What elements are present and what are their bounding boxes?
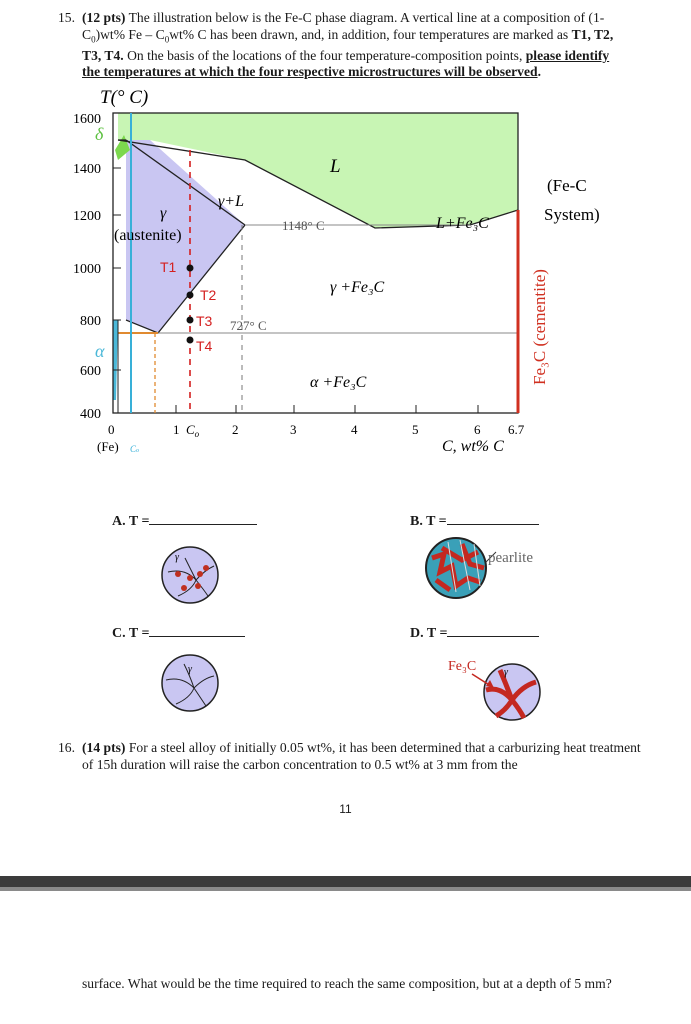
y-tick-label: 1400 (73, 162, 101, 177)
temperature-list: T1, T2, T3, T4. (82, 26, 614, 63)
austenite-label: (austenite) (114, 227, 182, 244)
page-separator-shadow (0, 887, 691, 891)
liquid-label: L (330, 156, 341, 177)
x-tick-label: 6 (474, 422, 481, 437)
t2-label: T2 (200, 287, 217, 303)
y-tick-label: 1600 (73, 112, 101, 127)
answer-d: D. T = (410, 622, 539, 642)
fe3c-label: Fe₃C (448, 659, 477, 674)
system-label: (Fe-C (547, 176, 587, 195)
question-number: 16. (58, 740, 75, 755)
y-tick-label: 1200 (73, 209, 101, 224)
question-text-2: )wt% Fe – C (95, 26, 165, 42)
x-tick-label: 4 (351, 422, 358, 437)
gamma-liquid-label: γ+L (218, 193, 244, 210)
point-t3 (187, 317, 194, 324)
gamma-cementite-label: γ +Fe₃C (330, 279, 385, 296)
question-16 (58, 740, 642, 773)
answer-a-blank[interactable] (149, 510, 257, 525)
point-t1 (187, 265, 194, 272)
t3-label: T3 (196, 313, 213, 329)
page-number: 11 (339, 802, 352, 816)
c0-small-label: Co (130, 444, 140, 454)
subscript: 0 (91, 34, 96, 45)
y-axis-title: T(° C) (100, 87, 149, 108)
fe-c-phase-diagram (0, 0, 691, 470)
gamma-label: γ (160, 205, 167, 222)
microstructure-d (472, 664, 540, 720)
microstructure-b (426, 538, 496, 598)
fe-label: (Fe) (97, 439, 119, 454)
y-tick-label: 400 (80, 407, 101, 422)
t4-label: T4 (196, 338, 213, 354)
c0-label: $C_o$ (186, 422, 200, 439)
question-instruction: please identify the temperatures at which the four respective microstructures will be observed (82, 47, 610, 80)
y-tick-label: 1000 (73, 262, 101, 277)
answer-b-blank[interactable] (447, 510, 539, 525)
alpha-region (113, 320, 118, 400)
system-label: System) (544, 205, 600, 224)
y-tick-label: 800 (80, 314, 101, 329)
question-number: 15. (58, 10, 75, 25)
question-16-continuation: surface. What would be the time required to reach the same composition, but at a depth of 5 mm? (82, 976, 612, 991)
question-text-1: The illustration below is the Fe-C phase diagram. A vertical line at a composition of (1-C (82, 10, 605, 42)
x-tick-label: 1 (173, 422, 180, 437)
alpha-cementite-label: α +Fe₃C (310, 374, 367, 391)
subscript: 0 (164, 34, 170, 45)
pearlite-label: pearlite (488, 550, 533, 566)
answer-b: B. T = (410, 510, 539, 530)
point-t4 (187, 337, 194, 344)
question-text: For a steel alloy of initially 0.05 wt%, it has been determined that a carburizing heat treatment of 15h duration will raise the carbon concentration to 0.5 wt% at 3 mm from the (82, 740, 641, 772)
liquid-cementite-label: L+Fe₃C (436, 215, 489, 232)
point-t2 (187, 292, 194, 299)
microstructure-a (162, 547, 218, 603)
svg-text:γ: γ (175, 552, 179, 563)
x-tick-label: 5 (412, 422, 419, 437)
answer-c: C. T = (112, 622, 245, 642)
y-tick-label: 600 (80, 364, 101, 379)
delta-label: δ (95, 124, 104, 144)
microstructure-illustrations (0, 530, 691, 730)
svg-text:γ: γ (188, 664, 192, 675)
question-text-4: On the basis of the locations of the four temperature-composition points, (123, 47, 526, 63)
alpha-label: α (95, 341, 105, 361)
cementite-label: Fe₃C (cementite) (530, 269, 549, 385)
x-tick-label: 3 (290, 422, 297, 437)
eutectic-temp-label: 1148° C (282, 218, 325, 233)
eutectoid-temp-label: 727° C (230, 318, 267, 333)
question-text-3: wt% C has been drawn, and, in addition, four temperatures are marked as (169, 26, 572, 42)
x-tick-label: 0 (108, 422, 115, 437)
question-points: (12 pts) (82, 10, 126, 25)
question-15: 15. (12 pts) The illustration below is the Fe-C phase diagram. A vertical line at a composition of $(1-C_0)wt\%$ Fe – $C_0wt\%$ C has been drawn, and, in addition, four temperatures are marked as T1, T2, T3, T4. On the basis of the locations of the four temperature-composition points, please identify the temperatures at which the four respective microstructures will be observed. (58, 10, 614, 80)
x-axis-title: C, wt% C (442, 438, 504, 455)
answer-a: A. T = (112, 510, 257, 530)
svg-text:γ: γ (504, 667, 508, 678)
question-points: (14 pts) (82, 740, 126, 755)
t1-label: T1 (160, 259, 177, 275)
page-separator (0, 876, 691, 887)
x-tick-label: 6.7 (508, 422, 525, 437)
x-tick-label: 2 (232, 422, 239, 437)
microstructure-c (162, 655, 218, 711)
